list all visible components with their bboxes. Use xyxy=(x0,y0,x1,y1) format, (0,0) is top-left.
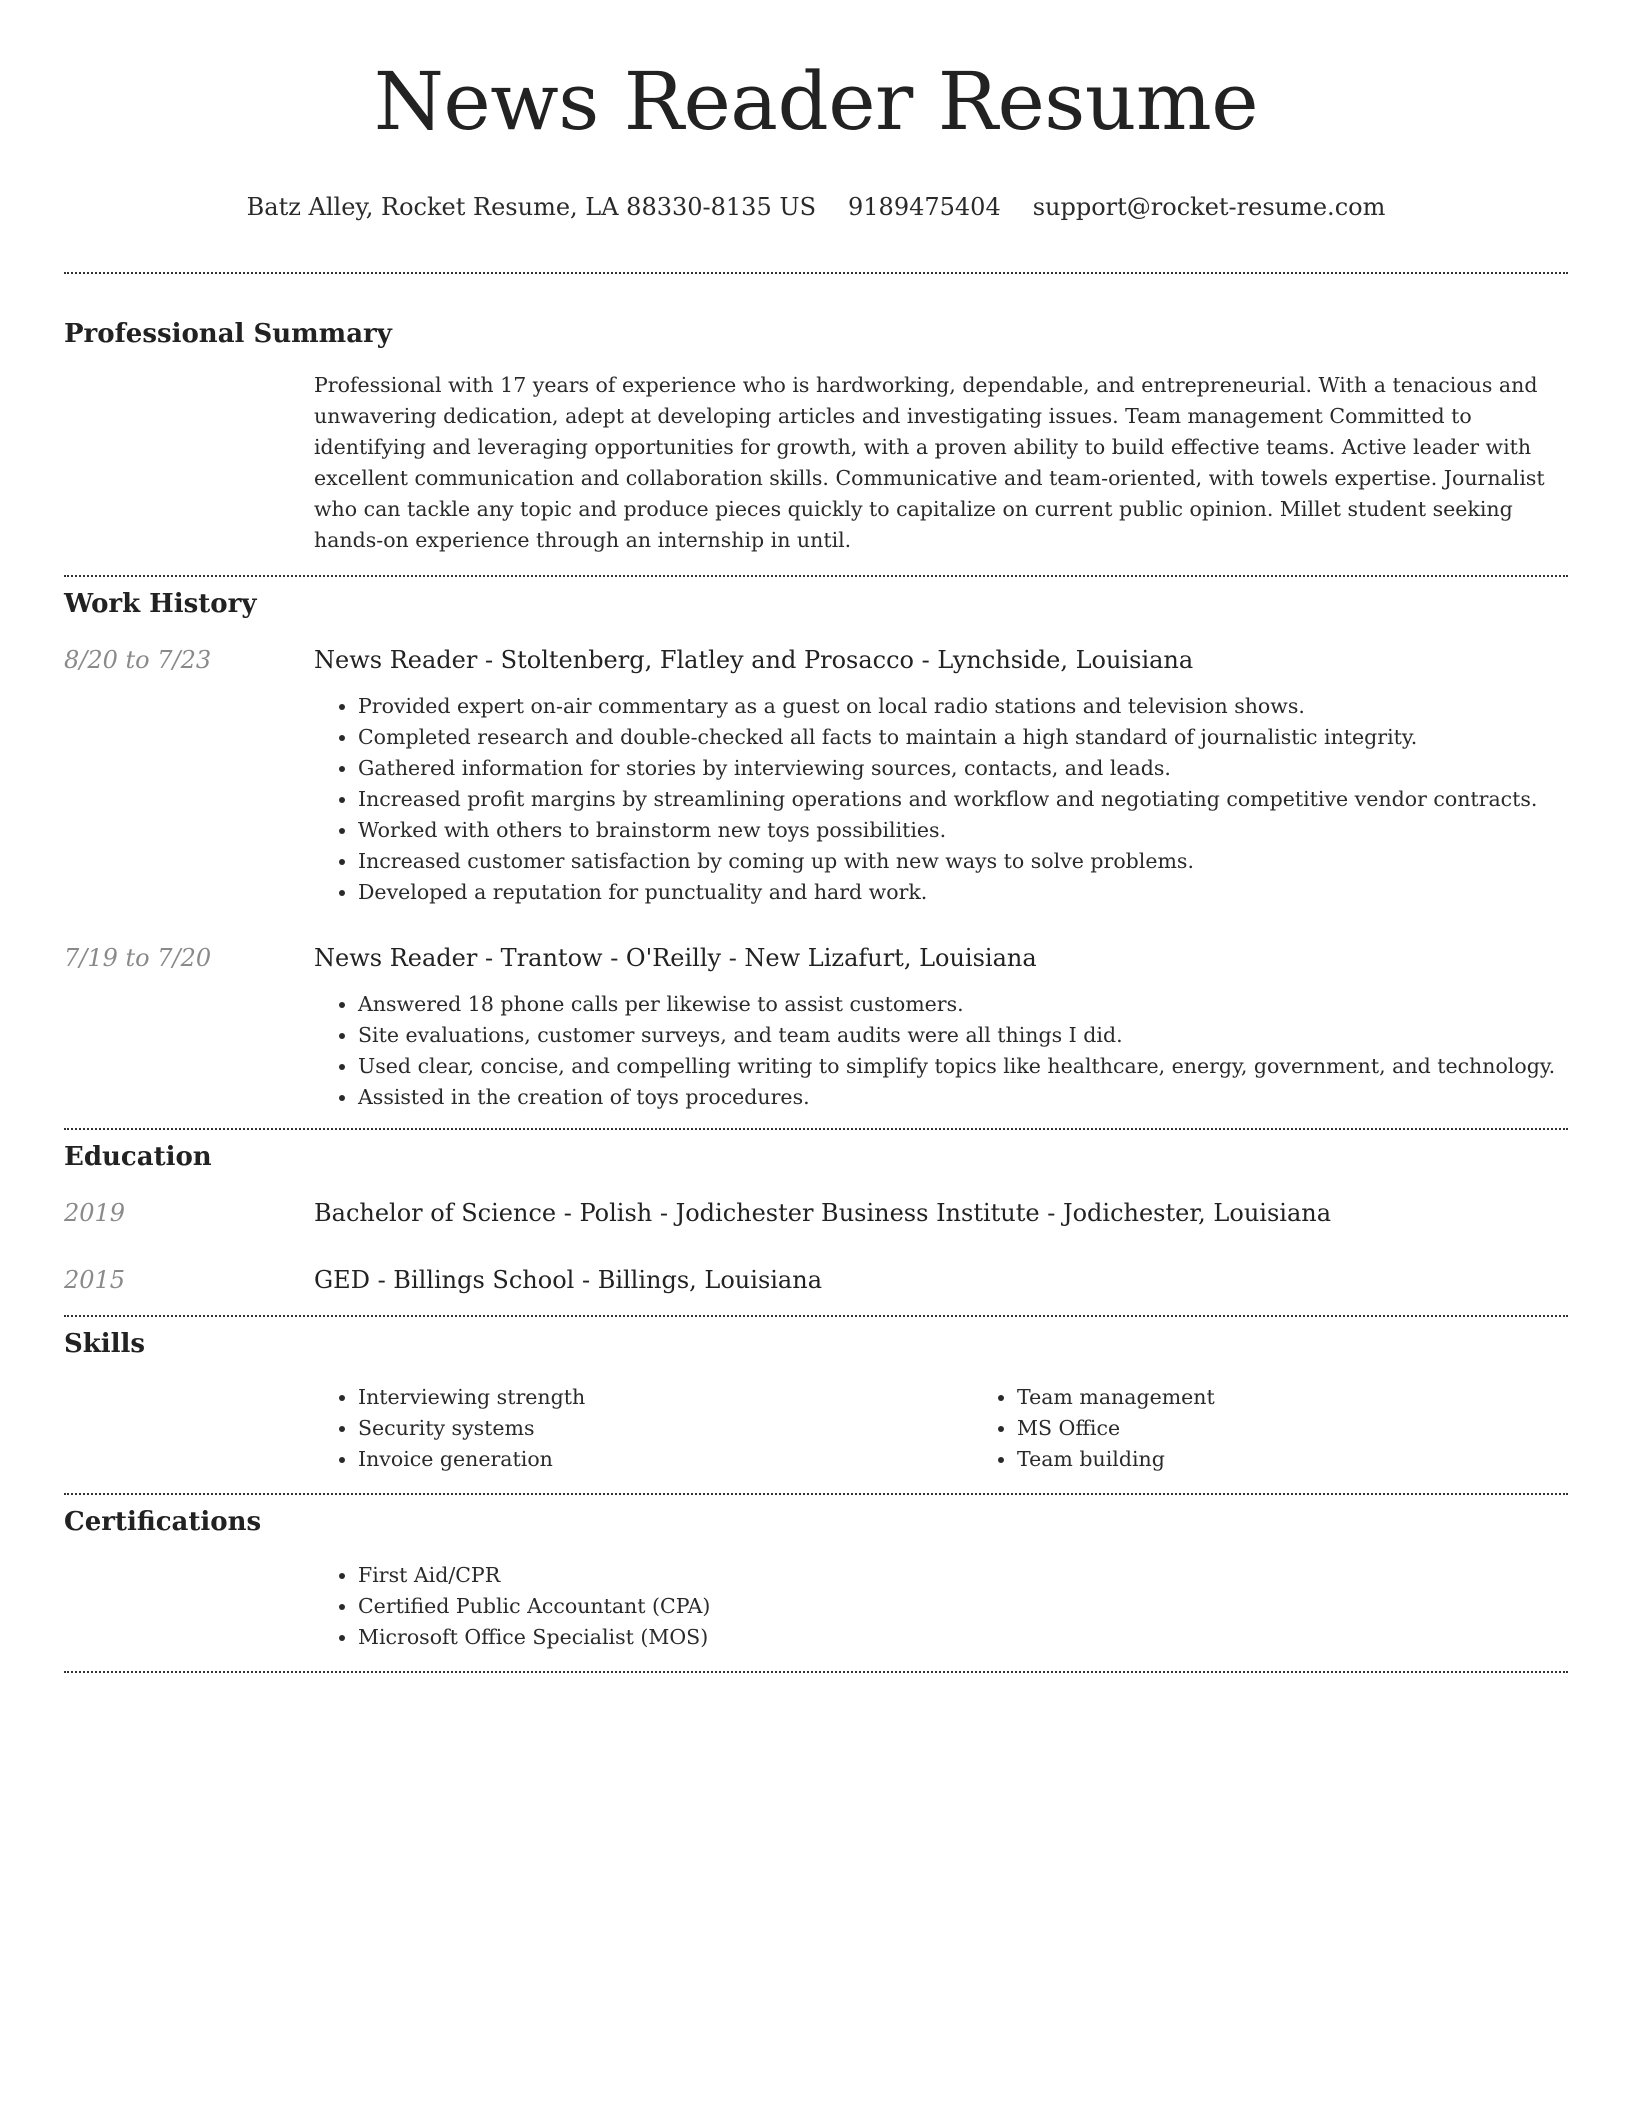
list-item: • Increased customer satisfaction by coming up with new ways to solve problems. xyxy=(358,846,1568,877)
section-divider xyxy=(64,1128,1568,1130)
list-item: • Gathered information for stories by interviewing sources, contacts, and leads. xyxy=(358,753,1568,784)
job-content xyxy=(314,942,1568,1113)
list-item: • Microsoft Office Specialist (MOS) xyxy=(358,1622,1568,1653)
education-year: 2015 xyxy=(64,1266,126,1294)
contact-line xyxy=(64,192,1568,222)
job-bullets xyxy=(314,691,1568,908)
job-bullets xyxy=(314,989,1568,1113)
skills-section xyxy=(64,1328,1568,1475)
job-entry xyxy=(64,942,1568,1113)
list-item: • Provided expert on-air commentary as a guest on local radio stations and television shows. xyxy=(358,691,1568,722)
list-item: • First Aid/CPR xyxy=(358,1560,1568,1591)
list-item: • Security systems xyxy=(358,1413,973,1444)
list-item: • Developed a reputation for punctuality and hard work. xyxy=(358,877,1568,908)
list-item: • Increased profit margins by streamlining operations and workflow and negotiating competitive vendor contracts. xyxy=(358,784,1568,815)
list-item: • Invoice generation xyxy=(358,1444,973,1475)
skills-grid xyxy=(314,1382,1568,1475)
certifications-section xyxy=(64,1506,1568,1653)
skills-list-left xyxy=(314,1382,973,1475)
contact-address: Batz Alley, Rocket Resume, LA 88330-8135 US xyxy=(246,193,817,221)
work-history-section xyxy=(64,588,1568,1113)
section-divider xyxy=(64,1315,1568,1317)
list-item: • Assisted in the creation of toys procedures. xyxy=(358,1082,1568,1113)
section-divider xyxy=(64,1493,1568,1495)
education-text: Bachelor of Science - Polish - Jodichester Business Institute - Jodichester, Louisiana xyxy=(314,1199,1332,1227)
education-entry xyxy=(64,1264,1568,1296)
contact-phone: 9189475404 xyxy=(848,193,1001,221)
education-text: GED - Billings School - Billings, Louisiana xyxy=(314,1266,823,1294)
certifications-list xyxy=(314,1560,1568,1653)
job-title: News Reader - Trantow - O'Reilly - New Lizafurt, Louisiana xyxy=(314,944,1037,972)
list-item: • Completed research and double-checked all facts to maintain a high standard of journalistic integrity. xyxy=(358,722,1568,753)
resume-title: News Reader Resume xyxy=(373,55,1259,148)
list-item: • Site evaluations, customer surveys, and team audits were all things I did. xyxy=(358,1020,1568,1051)
section-divider xyxy=(64,272,1568,274)
job-dates: 8/20 to 7/23 xyxy=(64,646,212,674)
skills-list-right xyxy=(973,1382,1632,1475)
list-item: • Used clear, concise, and compelling writing to simplify topics like healthcare, energy, government, and technology. xyxy=(358,1051,1568,1082)
list-item: • Interviewing strength xyxy=(358,1382,973,1413)
list-item: • MS Office xyxy=(1017,1413,1632,1444)
summary-section xyxy=(64,318,1568,556)
work-history-heading: Work History xyxy=(64,589,257,619)
education-section xyxy=(64,1141,1568,1296)
education-heading: Education xyxy=(64,1142,212,1172)
education-year: 2019 xyxy=(64,1199,126,1227)
list-item: • Team management xyxy=(1017,1382,1632,1413)
skills-heading: Skills xyxy=(64,1329,146,1359)
list-item: • Worked with others to brainstorm new toys possibilities. xyxy=(358,815,1568,846)
job-dates: 7/19 to 7/20 xyxy=(64,944,212,972)
section-divider xyxy=(64,575,1568,577)
contact-email: support@rocket-resume.com xyxy=(1032,193,1386,221)
list-item: • Team building xyxy=(1017,1444,1632,1475)
certifications-heading: Certifications xyxy=(64,1507,262,1537)
job-content xyxy=(314,644,1568,908)
summary-heading: Professional Summary xyxy=(64,319,392,349)
list-item: • Answered 18 phone calls per likewise to assist customers. xyxy=(358,989,1568,1020)
job-entry xyxy=(64,644,1568,908)
list-item: • Certified Public Accountant (CPA) xyxy=(358,1591,1568,1622)
job-title: News Reader - Stoltenberg, Flatley and Prosacco - Lynchside, Louisiana xyxy=(314,646,1194,674)
section-divider xyxy=(64,1671,1568,1673)
education-entry xyxy=(64,1197,1568,1229)
summary-text: Professional with 17 years of experience who is hardworking, dependable, and entrepreneurial. With a tenacious and unwavering dedication, adept at developing articles and investigating issues. Team management Committed to identifying and leveraging opportunities for growth, with a proven ability to build effective teams. Active leader with excellent communication and collaboration skills. Communicative and team-oriented, with towels expertise. Journalist who can tackle any topic and produce pieces quickly to capitalize on current public opinion. Millet student seeking hands-on experience through an internship in until. xyxy=(314,373,1545,552)
